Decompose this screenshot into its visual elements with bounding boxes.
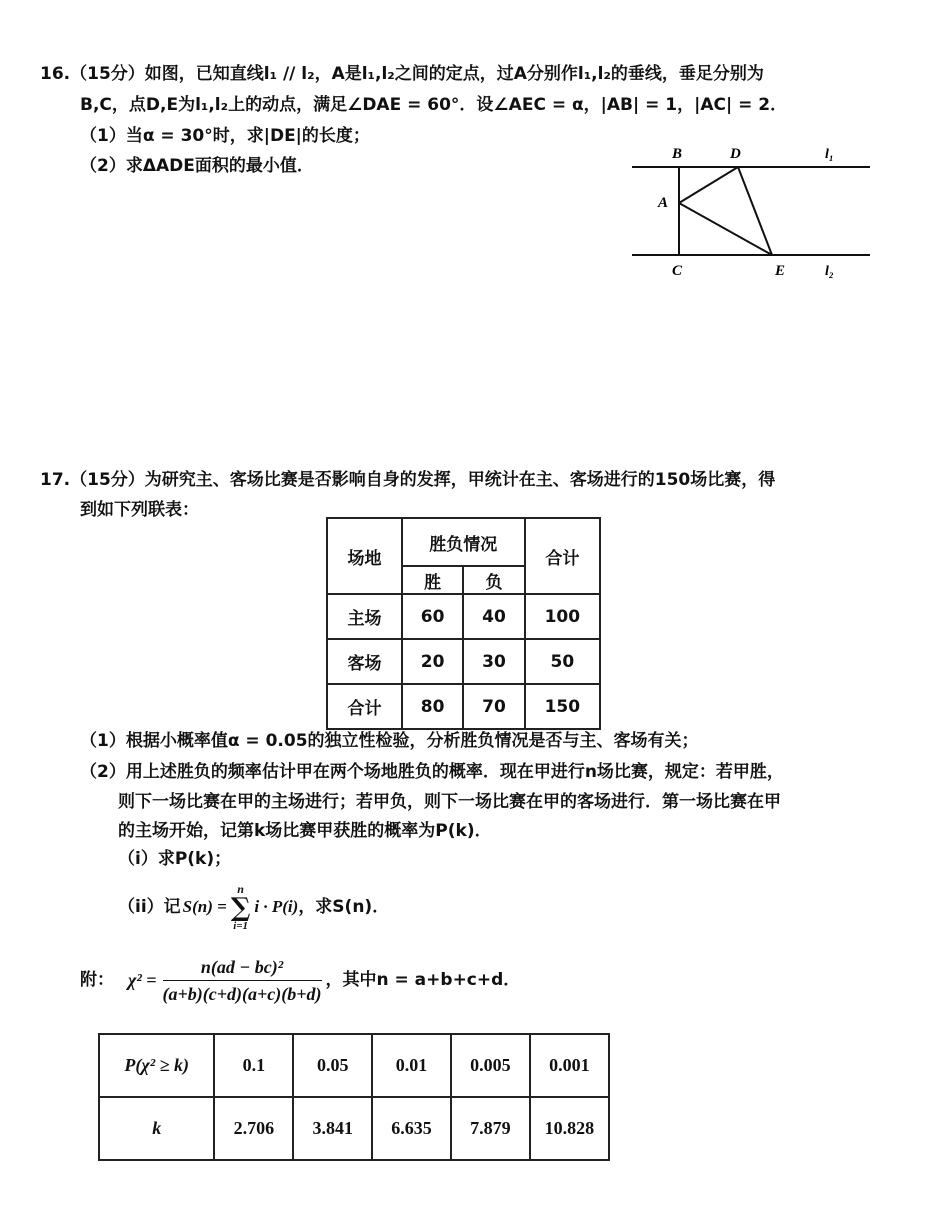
- sub-ii-suffix: ，求S(n)．: [298, 897, 390, 917]
- q16-part1: （1）当α = 30°时，求|DE|的长度；: [80, 126, 370, 146]
- sub-ii-lhs: S(n) =: [182, 897, 227, 916]
- cell-win: 60: [402, 594, 463, 639]
- p-value-cell: 0.01: [372, 1034, 451, 1097]
- row-label: 合计: [327, 684, 402, 729]
- chi-numerator: n(ad − bc)²: [163, 956, 322, 981]
- geometry-figure: [620, 140, 880, 290]
- sum-lower: i=1: [233, 919, 249, 932]
- table-row: [327, 684, 600, 729]
- q16-line2: B,C，点D,E为l₁,l₂上的动点，满足∠DAE = 60°．设∠AEC = α，|AB| = 1，|AC| = 2．: [80, 95, 788, 115]
- appendix-label: 附：: [80, 970, 114, 990]
- row1-label: P(χ² ≥ k): [99, 1034, 214, 1097]
- q16-line1: 16.（15分）如图，已知直线l₁ // l₂，A是l₁,l₂之间的定点，过A分别作l₁,l₂的垂线，垂足分别为: [40, 64, 764, 84]
- label-B: B: [672, 146, 683, 162]
- label-l1: l₁: [825, 147, 834, 162]
- row2-label: k: [99, 1097, 214, 1160]
- segment-AD: [679, 167, 738, 203]
- sub-ii-term: i · P(i): [254, 897, 299, 916]
- table-row: [327, 639, 600, 684]
- label-A: A: [658, 195, 669, 211]
- cell-win: 80: [402, 684, 463, 729]
- cell-win: 20: [402, 639, 463, 684]
- q16-part2: （2）求ΔADE面积的最小值．: [80, 156, 314, 176]
- cell-total: 150: [525, 684, 600, 729]
- contingency-table: [326, 517, 601, 730]
- cell-loss: 30: [463, 639, 524, 684]
- cell-total: 50: [525, 639, 600, 684]
- sum-upper: n: [237, 881, 244, 896]
- header-result: 胜负情况: [402, 518, 525, 566]
- q17-sub-ii: [118, 877, 389, 937]
- cell-total: 100: [525, 594, 600, 639]
- label-C: C: [672, 263, 683, 279]
- k-value-cell: 10.828: [530, 1097, 609, 1160]
- sigma-icon: ∑: [230, 892, 251, 923]
- header-venue: 场地: [327, 518, 402, 594]
- header-total: 合计: [525, 518, 600, 594]
- cell-loss: 70: [463, 684, 524, 729]
- summation: [231, 883, 251, 932]
- cell-loss: 40: [463, 594, 524, 639]
- segment-AE: [679, 203, 772, 255]
- k-value-cell: 2.706: [214, 1097, 293, 1160]
- k-value-cell: 7.879: [451, 1097, 530, 1160]
- q17-part2-b: 则下一场比赛在甲的主场进行；若甲负，则下一场比赛在甲的客场进行．第一场比赛在甲: [118, 792, 781, 812]
- chi-fraction: [163, 956, 322, 1005]
- p-value-cell: 0.001: [530, 1034, 609, 1097]
- q17-part1: （1）根据小概率值α = 0.05的独立性检验，分析胜负情况是否与主、客场有关；: [80, 731, 699, 751]
- header-win: 胜: [402, 566, 463, 594]
- row-label: 客场: [327, 639, 402, 684]
- k-value-cell: 6.635: [372, 1097, 451, 1160]
- chi-denominator: (a+b)(c+d)(a+c)(b+d): [162, 983, 322, 1004]
- q17-line1: 17.（15分）为研究主、客场比赛是否影响自身的发挥，甲统计在主、客场进行的150场比赛，得: [40, 470, 776, 490]
- critical-value-table: [98, 1033, 610, 1161]
- label-D: D: [730, 146, 741, 162]
- row-label: 主场: [327, 594, 402, 639]
- q17-part2-c: 的主场开始，记第k场比赛甲获胜的概率为P(k)．: [118, 821, 492, 841]
- p-value-cell: 0.05: [293, 1034, 372, 1097]
- table-row: [327, 594, 600, 639]
- p-value-cell: 0.1: [214, 1034, 293, 1097]
- chi-lhs: χ² =: [128, 970, 157, 990]
- q17-part2-a: （2）用上述胜负的频率估计甲在两个场地胜负的概率．现在甲进行n场比赛，规定：若甲胜，: [80, 762, 784, 782]
- appendix-formula: [80, 952, 520, 1008]
- label-E: E: [775, 263, 786, 279]
- chi-suffix: ，其中n = a+b+c+d．: [325, 970, 521, 990]
- q17-line2: 到如下列联表：: [80, 500, 199, 520]
- q17-sub-i: （i）求P(k)；: [118, 849, 232, 869]
- sub-ii-prefix: （ii）记: [118, 897, 181, 917]
- label-l2: l₂: [825, 264, 834, 279]
- segment-DE: [738, 167, 772, 255]
- k-value-cell: 3.841: [293, 1097, 372, 1160]
- header-loss: 负: [463, 566, 524, 594]
- p-value-cell: 0.005: [451, 1034, 530, 1097]
